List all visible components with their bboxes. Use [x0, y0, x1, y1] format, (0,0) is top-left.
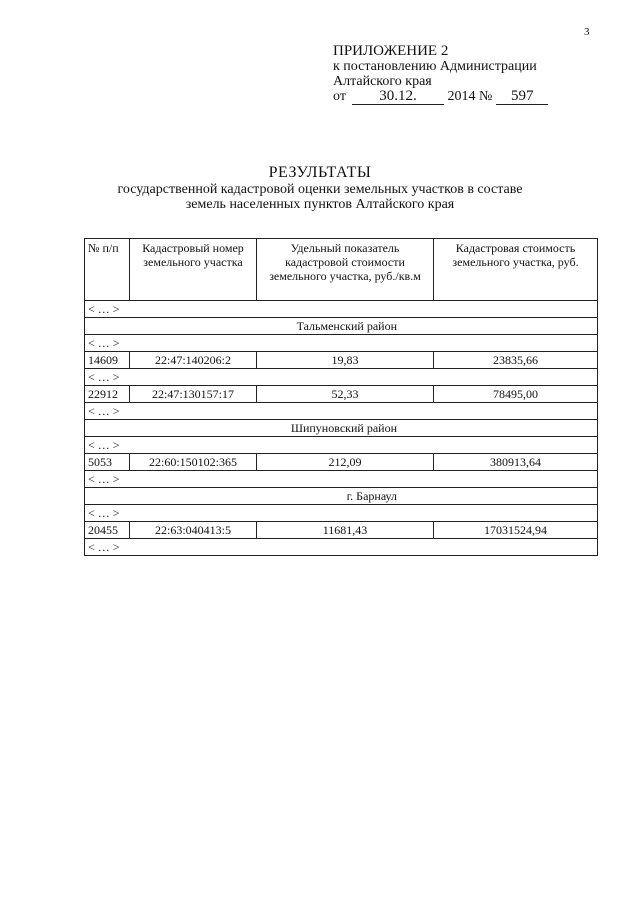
cell-specific-value: 52,33 [257, 386, 434, 403]
cell-cadastral-value: 23835,66 [434, 352, 598, 369]
document-heading [0, 165, 640, 212]
appendix-line-1: к постановлению Администрации [333, 59, 537, 74]
district-row [85, 318, 598, 335]
page-number: 3 [584, 26, 590, 38]
header-cadastral-number: Кадастровый номер земельного участка [130, 239, 257, 301]
gap-row [85, 301, 598, 318]
appendix-line-2: Алтайского края [333, 74, 432, 89]
table-row [85, 522, 598, 539]
cell-cadastral-number: 22:60:150102:365 [130, 454, 257, 471]
gap-row [85, 539, 598, 556]
gap-marker: < … > [85, 369, 598, 386]
gap-row [85, 437, 598, 454]
cell-cadastral-number: 22:63:040413:5 [130, 522, 257, 539]
table-row [85, 454, 598, 471]
gap-row [85, 403, 598, 420]
gap-marker: < … > [85, 301, 598, 318]
appendix-title: ПРИЛОЖЕНИЕ 2 [333, 43, 449, 59]
header-cadastral-value: Кадастровая стоимость земельного участка, руб. [434, 239, 598, 301]
district-name: Шипуновский район [85, 420, 598, 437]
date-prefix: от [333, 89, 346, 104]
cell-specific-value: 19,83 [257, 352, 434, 369]
table-row [85, 352, 598, 369]
heading-title: РЕЗУЛЬТАТЫ [268, 164, 372, 181]
year-text: 2014 № [447, 89, 493, 104]
cell-cadastral-value: 17031524,94 [434, 522, 598, 539]
cell-number: 14609 [85, 352, 130, 369]
cell-specific-value: 11681,43 [257, 522, 434, 539]
header-specific-value: Удельный показатель кадастровой стоимости земельного участка, руб./кв.м [257, 239, 434, 301]
valuation-table [84, 238, 598, 556]
date-value: 30.12. [352, 89, 444, 105]
gap-row [85, 505, 598, 522]
appendix-block [333, 44, 548, 105]
gap-row [85, 471, 598, 488]
cell-number: 20455 [85, 522, 130, 539]
appendix-date-line [333, 89, 548, 105]
table-row [85, 386, 598, 403]
cell-cadastral-value: 380913,64 [434, 454, 598, 471]
cell-cadastral-value: 78495,00 [434, 386, 598, 403]
document-number: 597 [496, 89, 548, 105]
gap-marker: < … > [85, 335, 598, 352]
gap-marker: < … > [85, 505, 598, 522]
cell-number: 5053 [85, 454, 130, 471]
gap-row [85, 369, 598, 386]
cell-number: 22912 [85, 386, 130, 403]
district-row [85, 420, 598, 437]
district-name: г. Барнаул [85, 488, 598, 505]
district-row [85, 488, 598, 505]
gap-marker: < … > [85, 539, 598, 556]
table-header-row [85, 239, 598, 301]
gap-marker: < … > [85, 437, 598, 454]
cell-specific-value: 212,09 [257, 454, 434, 471]
header-number: № п/п [85, 239, 130, 301]
gap-row [85, 335, 598, 352]
heading-line-2: земель населенных пунктов Алтайского края [185, 197, 455, 212]
cell-cadastral-number: 22:47:130157:17 [130, 386, 257, 403]
cell-cadastral-number: 22:47:140206:2 [130, 352, 257, 369]
gap-marker: < … > [85, 471, 598, 488]
gap-marker: < … > [85, 403, 598, 420]
heading-line-1: государственной кадастровой оценки земельных участков в составе [117, 182, 523, 197]
district-name: Тальменский район [85, 318, 598, 335]
